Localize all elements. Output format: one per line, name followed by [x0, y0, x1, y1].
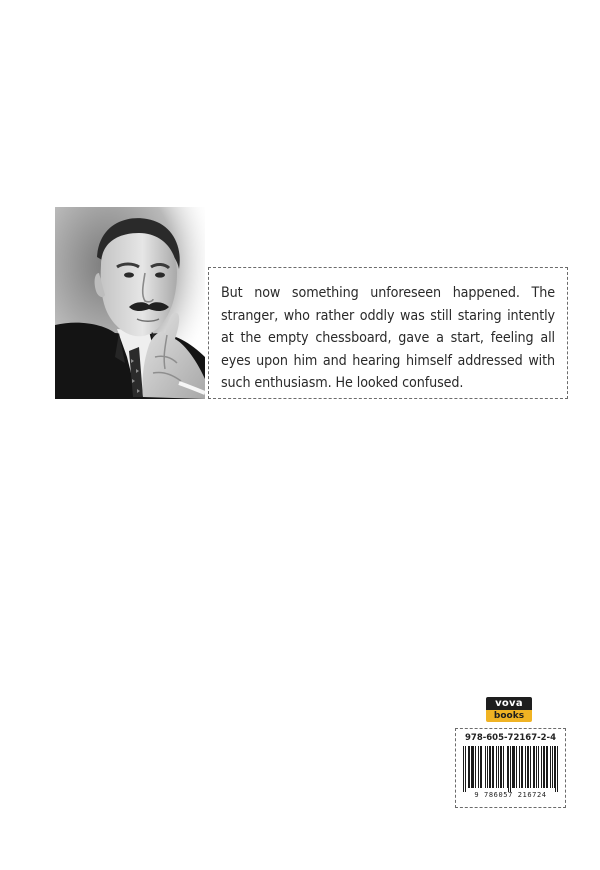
- barcode-bar: [478, 746, 479, 788]
- barcode-bar: [527, 746, 528, 788]
- barcode-bar: [492, 746, 493, 788]
- barcode-bar: [468, 746, 469, 788]
- barcode-bar: [475, 746, 476, 788]
- logo-wordmark-top: vova: [486, 697, 532, 710]
- logo-wordmark-bottom: books: [486, 710, 532, 722]
- barcode-bar: [525, 746, 526, 788]
- barcode-digits: 9 786057 216724: [474, 791, 547, 799]
- barcode-bar: [557, 746, 558, 792]
- barcode-bar: [501, 746, 502, 788]
- barcode-bar: [534, 746, 535, 788]
- quote-box: [208, 267, 568, 399]
- author-portrait: [55, 207, 205, 399]
- barcode-bar: [465, 746, 466, 792]
- barcode-bar: [538, 746, 539, 788]
- barcode-bar: [498, 746, 499, 788]
- barcode-bar: [543, 746, 544, 788]
- barcode-bar: [493, 746, 494, 788]
- barcode-bar: [530, 746, 531, 788]
- barcode-bar: [490, 746, 491, 788]
- barcode-bar: [512, 746, 513, 788]
- isbn-barcode-box: [455, 728, 566, 808]
- barcode-bar: [550, 746, 551, 788]
- barcode-bar: [536, 746, 537, 788]
- barcode-bar: [552, 746, 553, 788]
- barcode-bar: [510, 746, 511, 792]
- barcode-bar: [469, 746, 470, 788]
- quote-text: But now something unforeseen happened. The stranger, who rather oddly was still staring intently at the empty chessboard, gave a start, feeling all eyes upon him and hearing himself addressed with such enthusiasm. He looked confused.: [221, 285, 555, 391]
- barcode-bar: [507, 746, 508, 788]
- barcode-bar: [500, 746, 501, 788]
- barcode-bar: [528, 746, 529, 788]
- barcode-bar: [508, 746, 509, 792]
- barcode-bar: [547, 746, 548, 788]
- barcode-bar: [514, 746, 515, 788]
- barcode-bar: [544, 746, 545, 788]
- barcode-bar: [489, 746, 490, 788]
- barcode-bar: [485, 746, 486, 788]
- barcode-bar: [554, 746, 555, 788]
- barcode-icon: [461, 746, 560, 792]
- barcode-bar: [496, 746, 497, 788]
- barcode-bar: [503, 746, 504, 788]
- publisher-logo: [486, 697, 532, 722]
- isbn-label: 978-605-72167-2-4: [465, 733, 556, 743]
- barcode-bar: [522, 746, 523, 788]
- barcode-bar: [533, 746, 534, 788]
- barcode-bar: [516, 746, 517, 788]
- barcode-bar: [481, 746, 482, 788]
- barcode-bar: [521, 746, 522, 788]
- barcode-bar: [473, 746, 474, 788]
- barcode-bar: [463, 746, 464, 792]
- barcode-bar: [546, 746, 547, 788]
- barcode-bar: [555, 746, 556, 792]
- barcode-bar: [487, 746, 488, 788]
- barcode-bar: [513, 746, 514, 788]
- barcode-bar: [472, 746, 473, 788]
- barcode-bar: [480, 746, 481, 788]
- barcode-bar: [471, 746, 472, 788]
- barcode-bar: [541, 746, 542, 788]
- barcode-bar: [519, 746, 520, 788]
